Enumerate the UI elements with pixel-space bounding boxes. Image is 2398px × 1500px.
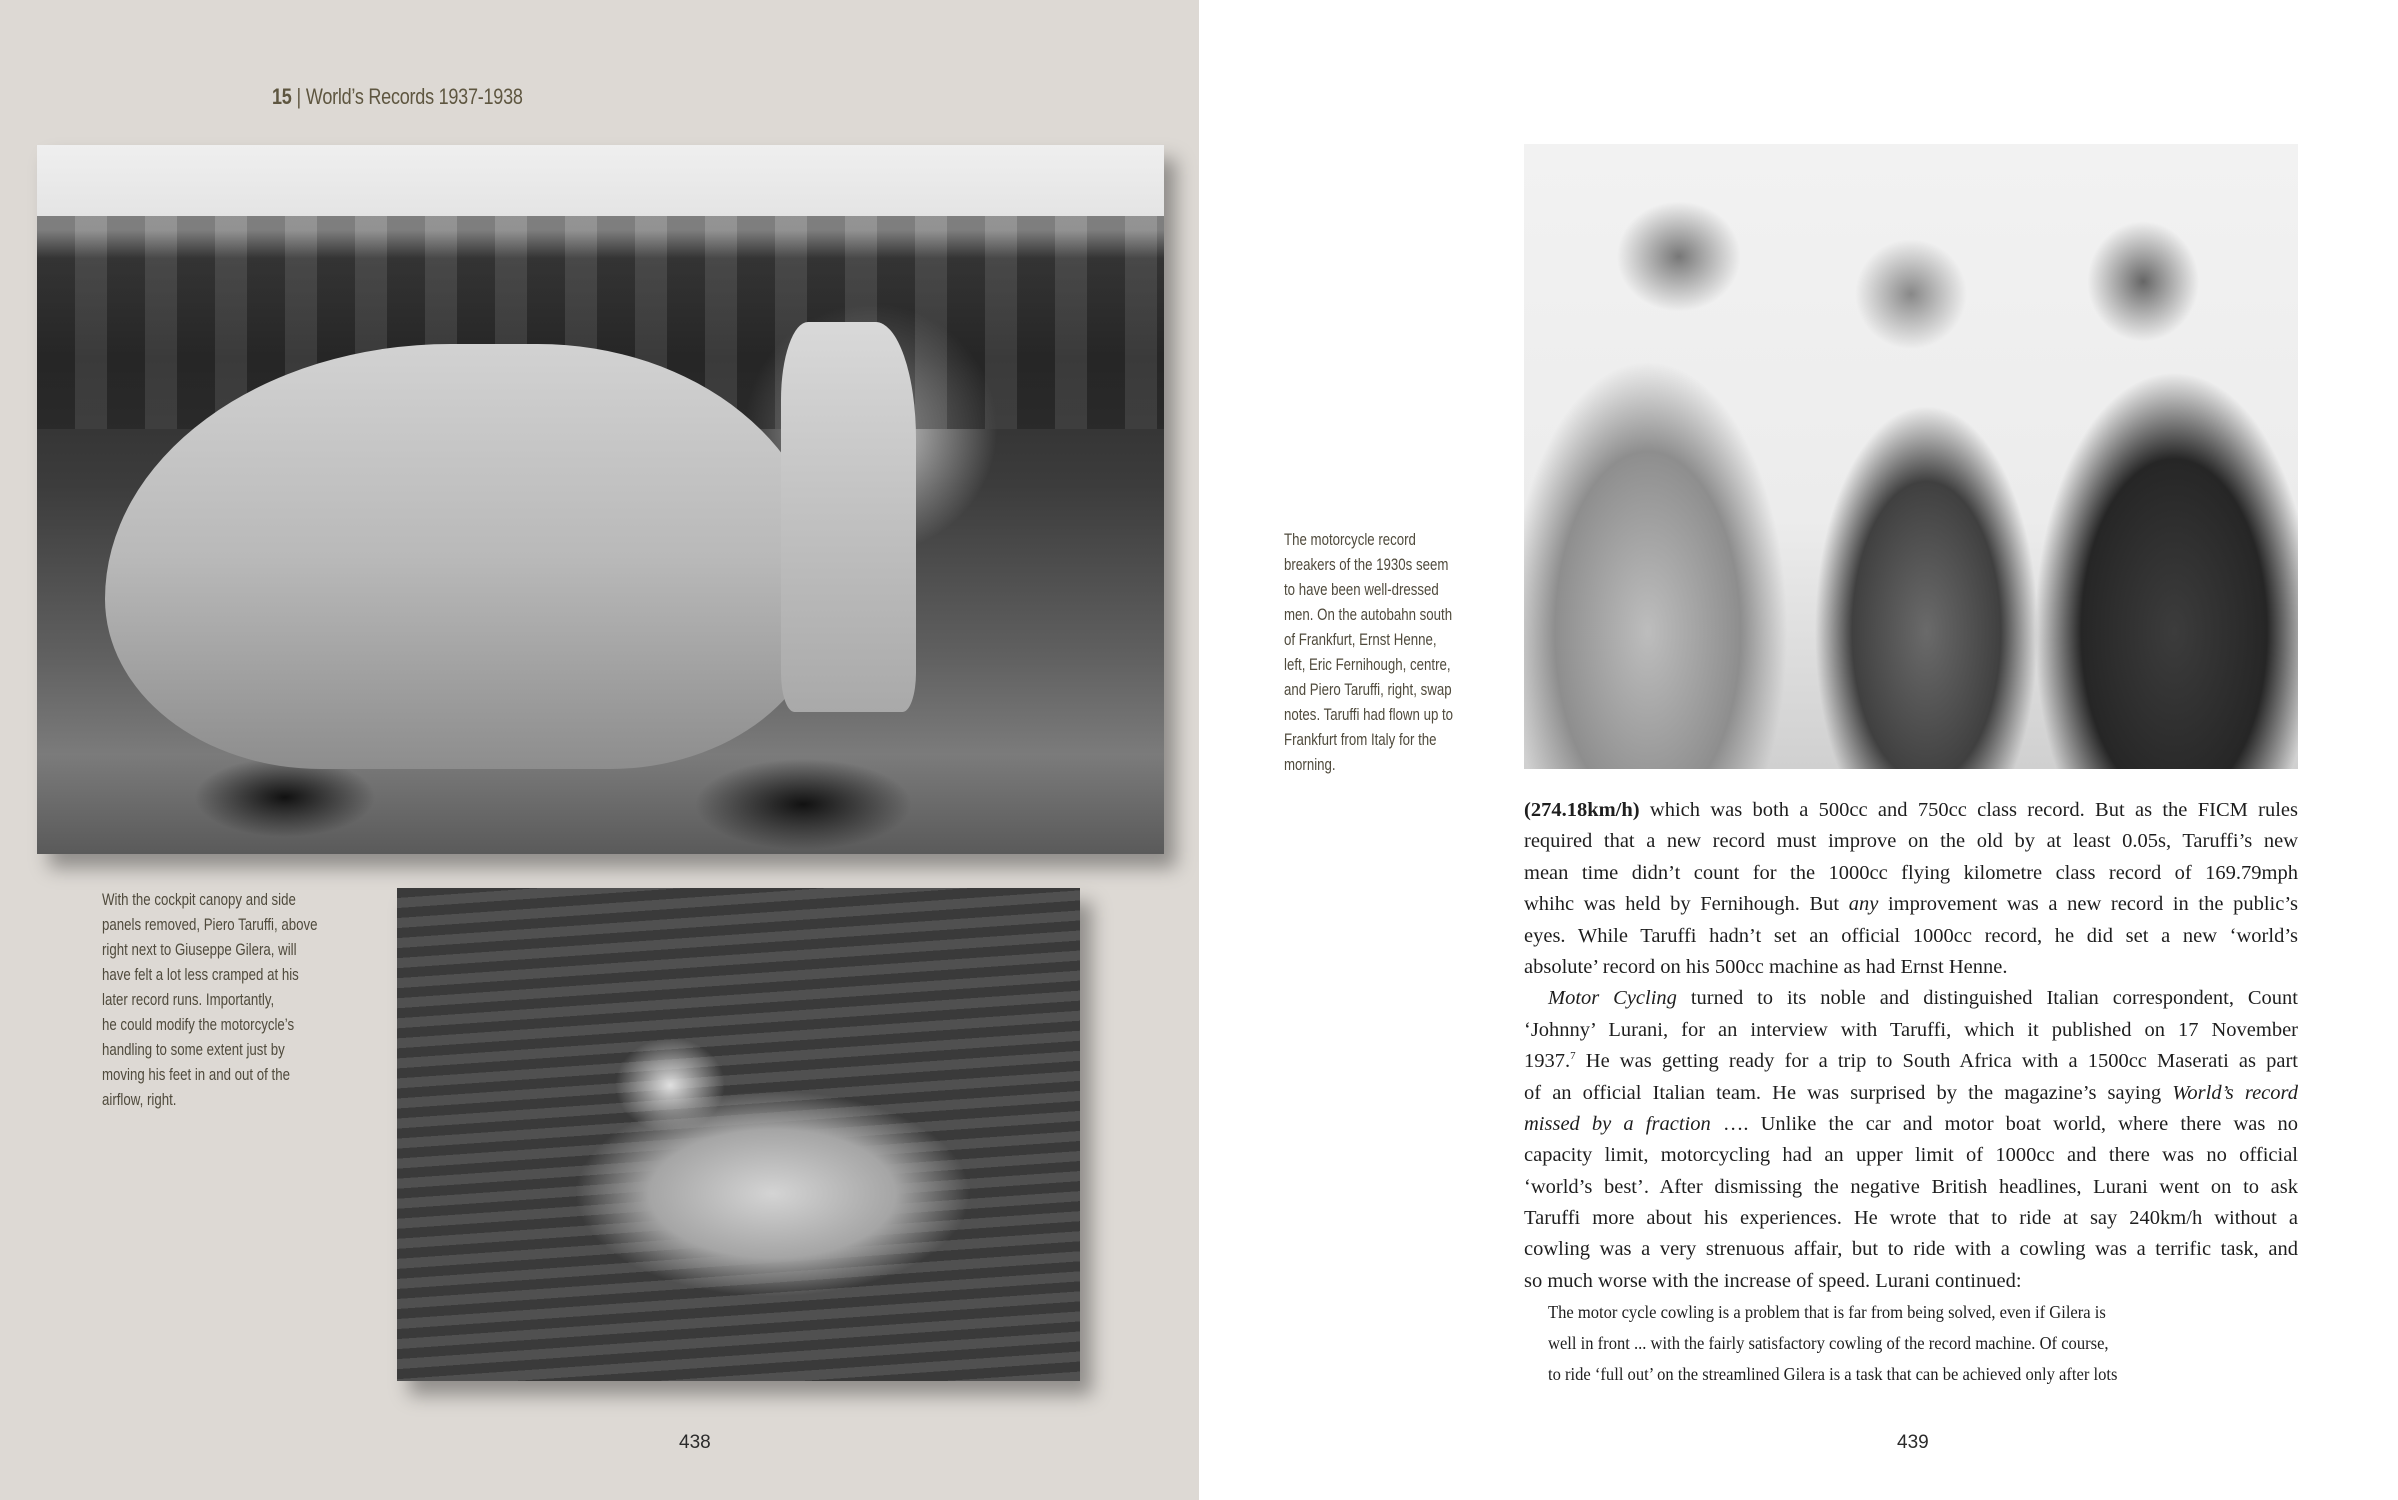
running-head <box>272 84 523 110</box>
quote-line: The motor cycle cowling is a problem that is far from being solved, even if Gilera is <box>1548 1302 2106 1322</box>
body-line: capacity limit, motorcycling had an upper limit of 1000cc and there was no official <box>1524 1144 2298 1167</box>
body-line: of an official Italian team. He was surprised by the magazine’s saying World’s record <box>1524 1081 2298 1104</box>
caption-line: and Piero Taruffi, right, swap <box>1284 680 1452 699</box>
body-line: Motor Cycling turned to its noble and distinguished Italian correspondent, Count <box>1548 987 2298 1010</box>
caption-line: breakers of the 1930s seem <box>1284 555 1449 574</box>
body-line: so much worse with the increase of speed. Lurani continued: <box>1524 1269 2022 1292</box>
body-line: mean time didn’t count for the 1000cc flying kilometre class record of 169.79mph <box>1524 861 2298 884</box>
body-line: ‘world’s best’. After dismissing the negative British headlines, Lurani went on to ask <box>1524 1175 2298 1198</box>
tail-fin <box>781 322 916 712</box>
caption-line: notes. Taruffi had flown up to <box>1284 705 1454 724</box>
caption-line: panels removed, Piero Taruffi, above <box>102 915 318 934</box>
chapter-number: 15 <box>272 84 292 109</box>
blurred-record-run-photo <box>397 888 1080 1381</box>
publication-title: Motor Cycling <box>1548 987 1677 1010</box>
body-line: eyes. While Taruffi hadn’t set an official 1000cc record, he did set a new ‘world’s <box>1524 924 2298 947</box>
left-caption <box>102 887 328 1112</box>
body-line: absolute’ record on his 500cc machine as had Ernst Henne. <box>1524 955 2008 978</box>
caption-line: With the cockpit canopy and side <box>102 890 296 909</box>
quote-line: to ride ‘full out’ on the streamlined Gilera is a task that can be achieved only after lots <box>1548 1364 2118 1384</box>
caption-line: of Frankfurt, Ernst Henne, <box>1284 630 1437 649</box>
emphasis: any <box>1848 893 1879 916</box>
caption-line: right next to Giuseppe Gilera, will <box>102 940 297 959</box>
block-quote <box>1548 1297 2210 1390</box>
caption-line: later record runs. Importantly, <box>102 990 275 1009</box>
page-number-right: 439 <box>1897 1432 1929 1453</box>
body-line: missed by a fraction …. Unlike the car and motor boat world, where there was no <box>1524 1112 2298 1135</box>
body-text <box>1524 795 2298 1297</box>
body-line: 1937.$^7$ He was getting ready for a trip to South Africa with a 1500cc Maserati as part <box>1524 1050 2298 1073</box>
chapter-title: World’s Records 1937-1938 <box>305 84 523 109</box>
caption-line: Frankfurt from Italy for the <box>1284 730 1437 749</box>
body-line: ‘Johnny’ Lurani, for an interview with Taruffi, which it published on 17 November <box>1524 1018 2298 1041</box>
caption-line: handling to some extent just by <box>102 1040 285 1059</box>
body-line: cowling was a very strenuous affair, but to ride with a cowling was a terrific task, and <box>1524 1238 2298 1261</box>
three-riders-photo <box>1524 144 2298 769</box>
caption-line: morning. <box>1284 755 1336 774</box>
running-head-separator: | <box>296 84 301 109</box>
speed-bold: (274.18km/h) <box>1524 799 1640 821</box>
caption-line: men. On the autobahn south <box>1284 605 1453 624</box>
caption-line: left, Eric Fernihough, centre, <box>1284 655 1451 674</box>
caption-line: have felt a lot less cramped at his <box>102 965 299 984</box>
footnote-ref: 7 <box>1570 1050 1576 1063</box>
caption-line: to have been well-dressed <box>1284 580 1439 599</box>
quote-line: well in front ... with the fairly satisfactory cowling of the record machine. Of course, <box>1548 1333 2109 1353</box>
page-number-left: 438 <box>679 1432 711 1453</box>
right-caption <box>1284 527 1471 777</box>
headline-quote: missed by a fraction <box>1524 1112 1711 1135</box>
body-line: (274.18km/h) which was both a 500cc and 750cc class record. But as the FICM rules <box>1524 799 2298 821</box>
body-line: required that a new record must improve on the old by at least 0.05s, Taruffi’s new <box>1524 830 2298 853</box>
caption-line: The motorcycle record <box>1284 530 1416 549</box>
body-line: Taruffi more about his experiences. He wrote that to ride at say 240km/h without a <box>1524 1207 2298 1230</box>
streamlined-gilera-crowd-photo <box>37 145 1164 854</box>
headline-quote: World’s record <box>2172 1081 2298 1104</box>
caption-line: moving his feet in and out of the <box>102 1065 290 1084</box>
caption-line: he could modify the motorcycle’s <box>102 1015 295 1034</box>
caption-line: airflow, right. <box>102 1090 177 1109</box>
body-line: whihc was held by Fernihough. But any improvement was a new record in the public’s <box>1524 893 2298 916</box>
